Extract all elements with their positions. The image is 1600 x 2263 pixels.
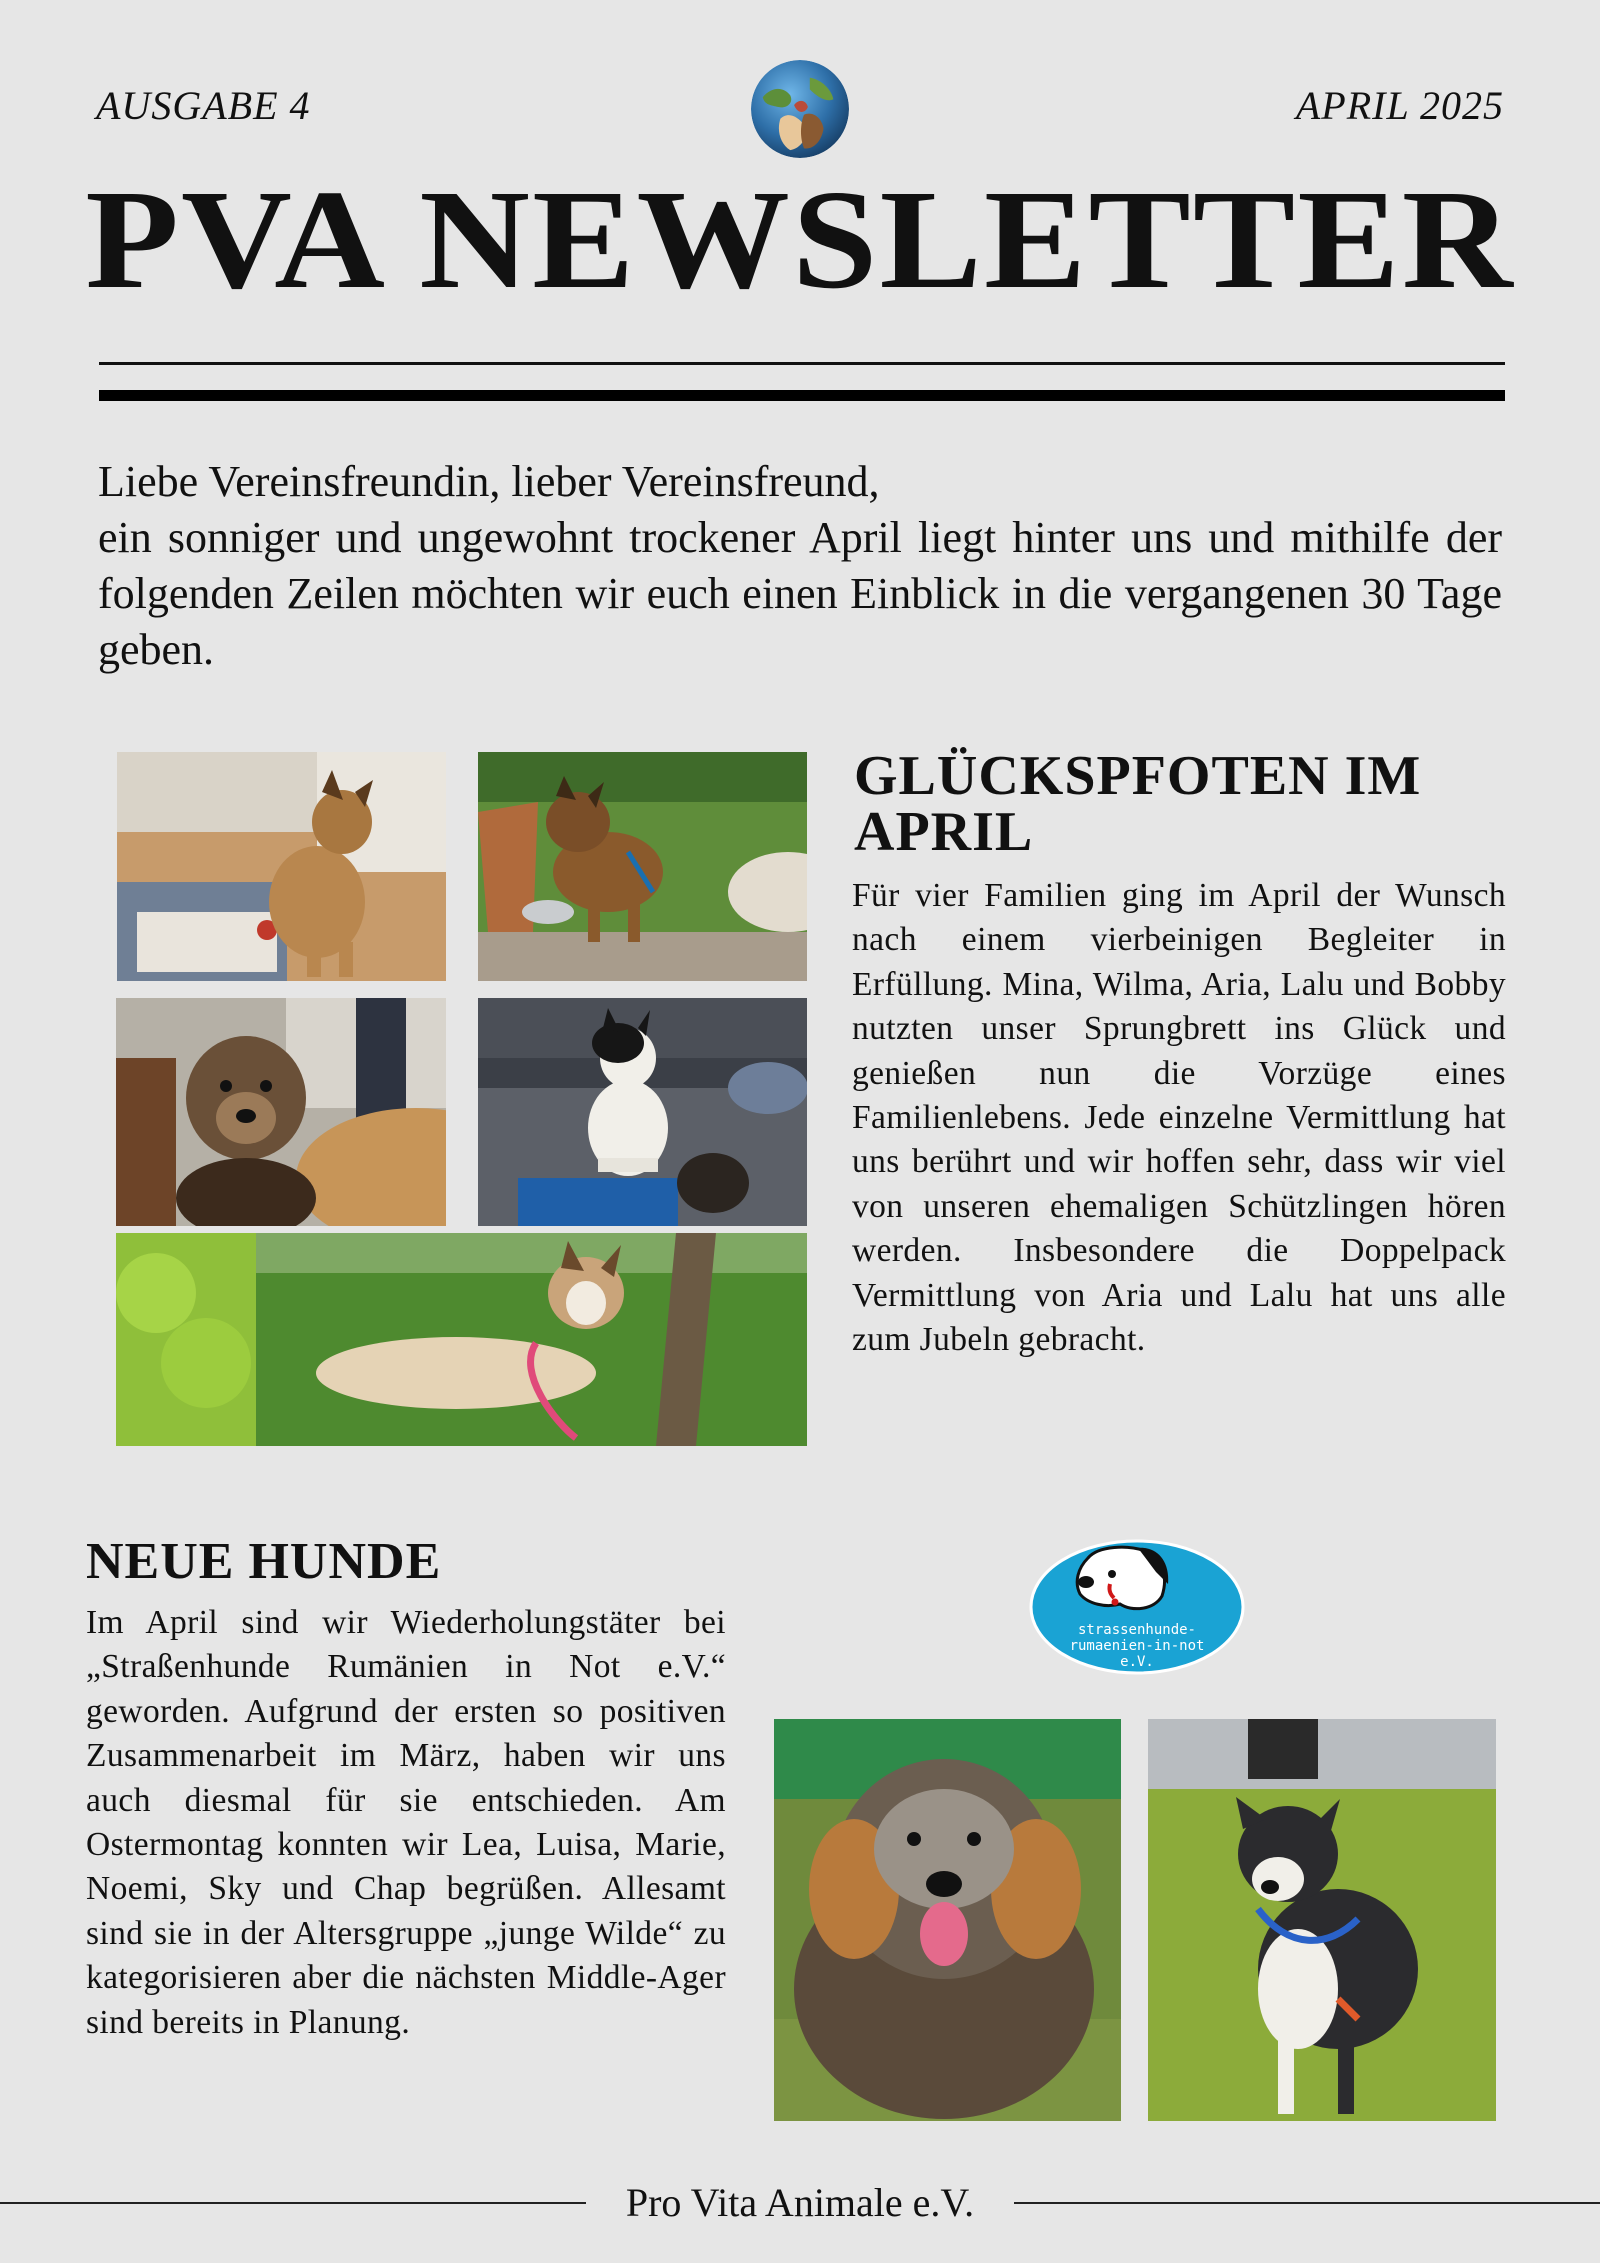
partner-logo-text-line3: e.V. [1120, 1654, 1154, 1670]
footer-divider-left [0, 2202, 586, 2204]
dog-photo-aria [116, 998, 446, 1226]
intro-section [98, 454, 1502, 678]
dog-photo-bobby [116, 1233, 807, 1446]
partner-logo-strassenhunde [1028, 1538, 1246, 1676]
dog-photo-new-fluffy [774, 1719, 1121, 2121]
dog-photo-wilma [478, 752, 807, 981]
footer-organization: Pro Vita Animale e.V. [625, 2180, 975, 2225]
globe-logo-icon [751, 60, 849, 158]
masthead-title: PVA NEWSLETTER [85, 160, 1515, 318]
section-text-gluckspfoten: Für vier Familien ging im April der Wunsch nach einem vierbeinigen Begleiter in Erfüllung. Mina, Wilma, Aria, Lalu und Bobby nutzten unser Sprungbrett ins Glück und genießen nun die Vorzüge eines Familienlebens. Jede einzelne Vermittlung hat uns berührt und wir hoffen sehr, dass wir viel von unseren ehemaligen Schützlingen hören werden. Insbesondere die Doppelpack Vermittlung von Aria und Lalu hat uns alle zum Jubeln gebracht. [852, 877, 1506, 1359]
partner-logo-text-line1: strassenhunde- [1077, 1622, 1197, 1638]
dog-photo-mina [117, 752, 446, 981]
header-divider-thick [99, 390, 1505, 401]
partner-logo-text-line2: rumaenien-in-not [1069, 1638, 1205, 1654]
issue-number: AUSGABE 4 [96, 83, 311, 128]
header-divider-thin [99, 362, 1505, 365]
intro-greeting: Liebe Vereinsfreundin, lieber Vereinsfreund, [98, 457, 880, 506]
footer-divider-right [1014, 2202, 1600, 2204]
section-text-neue-hunde: Im April sind wir Wiederholungstäter bei „Straßenhunde Rumänien in Not e.V.“ geworden. Aufgrund der ersten so positiven Zusammenarbeit im März, haben wir uns auch diesmal für sie entschieden. Am Ostermontag konnten wir Lea, Luisa, Marie, Noemi, Sky und Chap begrüßen. Allesamt sind sie in der Altersgruppe „junge Wilde“ zu kategorisieren aber die nächsten Middle-Ager sind bereits in Planung. [86, 1604, 726, 2041]
section-title-gluckspfoten: GLÜCKSPFOTEN IM APRIL [854, 745, 1422, 863]
dog-photo-lalu [478, 998, 807, 1226]
section-title-neue-hunde: NEUE HUNDE [86, 1533, 442, 1590]
footer [0, 2178, 1600, 2228]
dog-photo-new-black-white [1148, 1719, 1496, 2121]
intro-text: ein sonniger und ungewohnt trockener April liegt hinter uns und mithilfe der folgenden Zeilen möchten wir euch einen Einblick in die vergangenen 30 Tage geben. [98, 513, 1502, 674]
issue-date: APRIL 2025 [1295, 83, 1504, 128]
